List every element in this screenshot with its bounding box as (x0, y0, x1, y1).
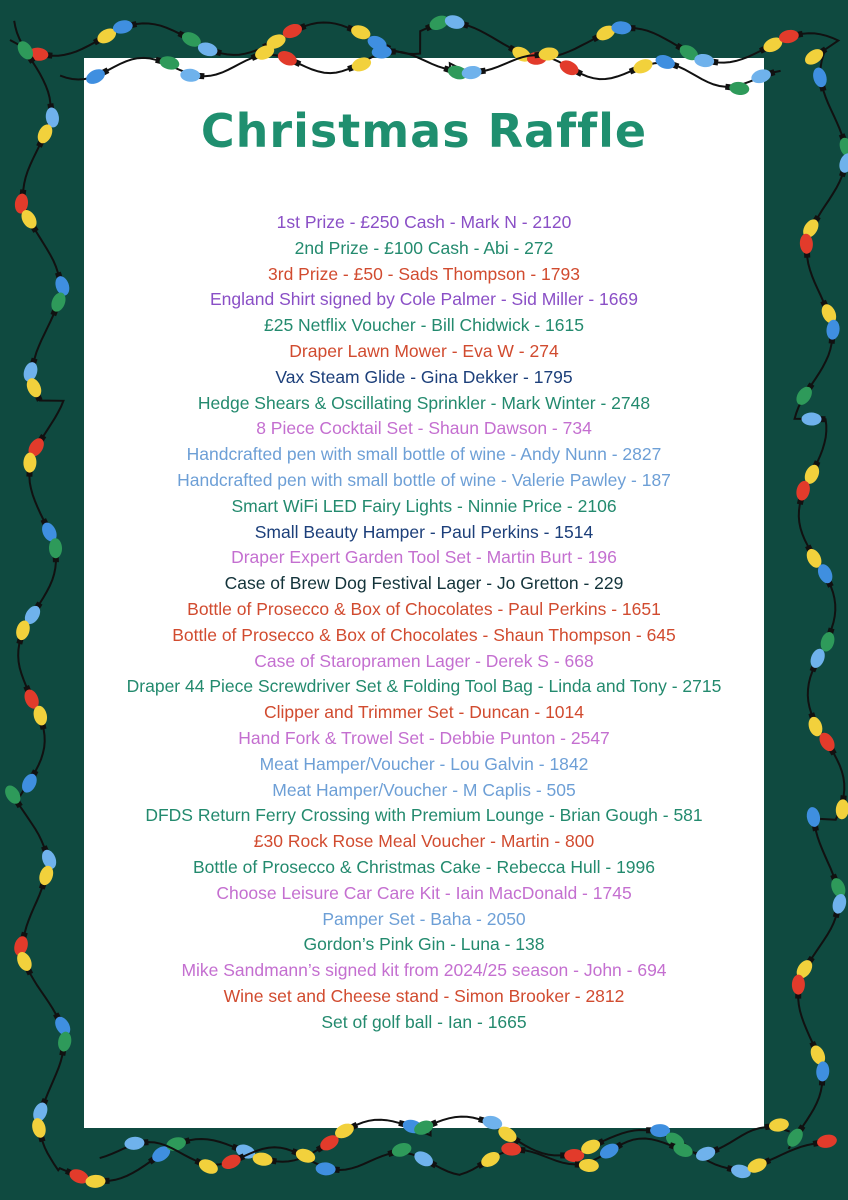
light-bulb (193, 1155, 220, 1177)
prize-entry: Set of golf ball - Ian - 1665 (321, 1011, 527, 1032)
light-bulb (84, 64, 111, 86)
light-bulb (811, 66, 830, 93)
light-bulb (49, 538, 63, 562)
light-bulb (815, 1061, 829, 1086)
prize-entry: 2nd Prize - £100 Cash - Abi - 272 (294, 237, 554, 258)
prize-entry: Case of Brew Dog Festival Lager - Jo Gretton - 229 (224, 573, 624, 594)
prize-entry: Small Beauty Hamper - Paul Perkins - 1514 (254, 521, 594, 542)
prize-entry: DFDS Return Ferry Crossing with Premium Lounge - Brian Gough - 581 (145, 805, 703, 826)
prize-entry: Handcrafted pen with small bottle of wine - Andy Nunn - 2827 (186, 444, 662, 465)
light-bulb (44, 103, 60, 129)
light-bulb (85, 1174, 110, 1188)
light-bulb (275, 48, 302, 70)
prize-entry: 8 Piece Cocktail Set - Shaun Dawson - 734 (256, 418, 592, 439)
prize-entry: Meat Hamper/Voucher - M Caplis - 505 (272, 779, 576, 800)
light-bulb (252, 1151, 278, 1168)
light-bulb (802, 44, 829, 68)
light-bulb (315, 1162, 340, 1177)
light-bulb (30, 1117, 49, 1144)
prize-entry: Mike Sandmann’s signed kit from 2024/25 season - John - 694 (181, 960, 667, 981)
prize-entry: 1st Prize - £250 Cash - Mark N - 2120 (276, 212, 572, 232)
prize-entry: England Shirt signed by Cole Palmer - Sid Miller - 1669 (210, 289, 638, 310)
prize-entry: Case of Staropramen Lager - Derek S - 668 (254, 650, 594, 671)
light-bulb (56, 1031, 73, 1057)
prize-entry: Draper 44 Piece Screwdriver Set & Folding Tool Bag - Linda and Tony - 2715 (126, 676, 722, 697)
light-bulb (386, 1141, 413, 1161)
prize-entry: Vax Steam Glide - Gina Dekker - 1795 (275, 366, 573, 387)
light-bulb (628, 56, 655, 77)
prize-entry: Pamper Set - Baha - 2050 (322, 908, 526, 929)
prize-entry: Draper Lawn Mower - Eva W - 274 (289, 340, 559, 361)
light-bulb (412, 1148, 439, 1171)
strand-left-bottom-wire (14, 21, 831, 1181)
light-bulb (654, 52, 681, 72)
light-bulb (836, 151, 848, 178)
light-bulb (611, 21, 635, 35)
light-bulb (23, 452, 37, 476)
prize-entry: £25 Netflix Voucher - Bill Chidwick - 1615 (263, 315, 584, 336)
prize-entry: £30 Rock Rose Meal Voucher - Martin - 800 (253, 831, 595, 852)
prize-entry: Bottle of Prosecco & Box of Chocolates - Shaun Thompson - 645 (172, 624, 676, 645)
light-bulb (793, 381, 817, 408)
light-bulb (805, 806, 822, 832)
light-bulb (801, 412, 825, 425)
prize-entry: Draper Expert Garden Tool Set - Martin Burt - 196 (231, 547, 617, 568)
prize-entry: Bottle of Prosecco & Box of Chocolates - Paul Perkins - 1651 (187, 598, 661, 619)
light-bulb (829, 892, 848, 919)
prize-entry: Wine set and Cheese stand - Simon Brooker - 2812 (223, 985, 625, 1006)
prize-entry: Smart WiFi LED Fairy Lights - Ninnie Price - 2106 (231, 495, 617, 516)
prize-entry: Hand Fork & Trowel Set - Debbie Punton - 2547 (238, 727, 610, 748)
prize-entry: Hedge Shears & Oscillating Sprinkler - Mark Winter - 2748 (197, 392, 651, 413)
light-bulb (825, 319, 840, 344)
light-bulb (750, 66, 777, 86)
page-title: Christmas Raffle (200, 104, 648, 158)
prize-entry: Clipper and Trimmer Set - Duncan - 1014 (264, 702, 584, 723)
light-bulb (475, 1149, 502, 1172)
light-bulb (124, 1136, 149, 1151)
light-bulb (443, 13, 470, 32)
light-bulb (812, 1133, 838, 1150)
light-bulb (799, 233, 814, 258)
light-bulb (792, 975, 805, 999)
prize-entry: Choose Leisure Car Care Kit - Iain MacDonald - 1745 (216, 882, 632, 903)
light-bulb (557, 57, 584, 79)
prize-entry: Bottle of Prosecco & Christmas Cake - Rebecca Hull - 1996 (193, 856, 655, 877)
strand-top-right-wire (10, 23, 846, 1150)
prize-entry: Meat Hamper/Voucher - Lou Galvin - 1842 (259, 753, 589, 774)
prize-entry: Handcrafted pen with small bottle of wine - Valerie Pawley - 187 (177, 469, 671, 490)
prize-entry: 3rd Prize - £50 - Sads Thompson - 1793 (268, 263, 580, 284)
light-bulb (180, 68, 205, 83)
light-bulb (560, 1149, 584, 1162)
light-bulb (726, 1162, 752, 1180)
prize-entry: Gordon’s Pink Gin - Luna - 138 (303, 934, 545, 955)
